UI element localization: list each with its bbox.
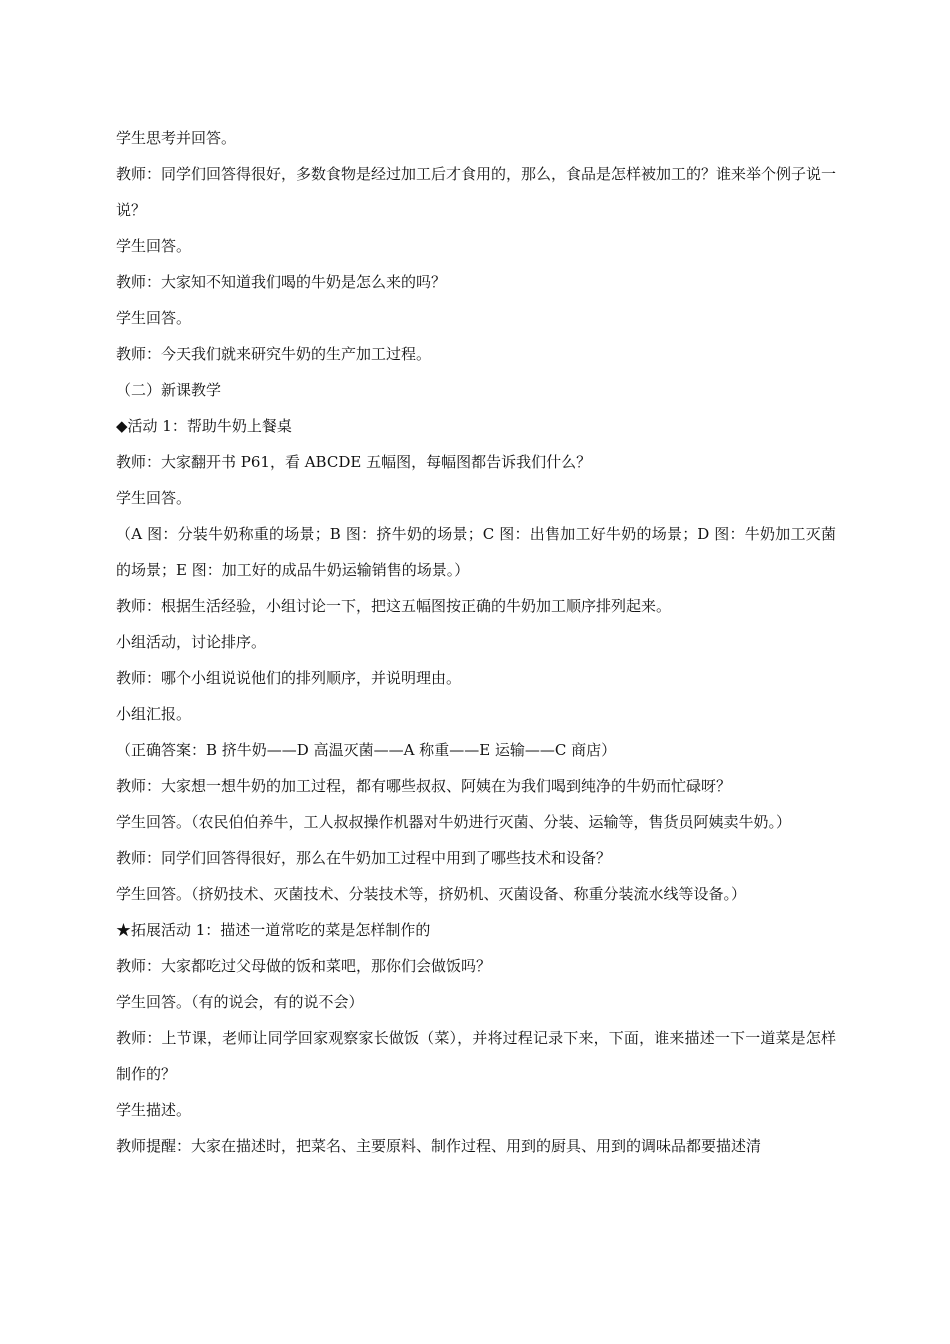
- paragraph: （A 图：分装牛奶称重的场景；B 图：挤牛奶的场景；C 图：出售加工好牛奶的场景；D 图：牛奶加工灭菌的场景；E 图：加工好的成品牛奶运输销售的场景。）: [116, 525, 836, 579]
- paragraph: 小组汇报。: [116, 705, 192, 723]
- paragraph: （正确答案：B 挤牛奶——D 高温灭菌——A 称重——E 运输——C 商店）: [116, 741, 617, 759]
- paragraph: 教师：根据生活经验，小组讨论一下，把这五幅图按正确的牛奶加工顺序排列起来。: [116, 597, 672, 615]
- paragraph: 教师：大家想一想牛奶的加工过程，都有哪些叔叔、阿姨在为我们喝到纯净的牛奶而忙碌呀？: [116, 777, 732, 795]
- paragraph: 小组活动，讨论排序。: [116, 633, 267, 651]
- paragraph: 教师提醒：大家在描述时，把菜名、主要原料、制作过程、用到的厨具、用到的调味品都要描述清: [116, 1137, 762, 1155]
- section-heading: （二）新课教学: [116, 381, 222, 399]
- paragraph: 学生回答。: [116, 309, 192, 327]
- paragraph: 教师：上节课，老师让同学回家观察家长做饭（菜），并将过程记录下来，下面，谁来描述一下一道菜是怎样制作的？: [116, 1029, 836, 1083]
- paragraph: 教师：同学们回答得很好，那么在牛奶加工过程中用到了哪些技术和设备？: [116, 849, 612, 867]
- paragraph: 教师：大家都吃过父母做的饭和菜吧，那你们会做饭吗？: [116, 957, 492, 975]
- paragraph: 学生回答。（农民伯伯养牛，工人叔叔操作机器对牛奶进行灭菌、分装、运输等，售货员阿姨卖牛奶。）: [116, 813, 792, 831]
- paragraph: 学生回答。: [116, 489, 192, 507]
- paragraph: 学生思考并回答。: [116, 129, 237, 147]
- document-body: [116, 120, 836, 1164]
- paragraph: 教师：哪个小组说说他们的排列顺序，并说明理由。: [116, 669, 462, 687]
- paragraph: 学生回答。（挤奶技术、灭菌技术、分装技术等，挤奶机、灭菌设备、称重分装流水线等设备。）: [116, 885, 747, 903]
- activity-heading: ◆活动 1：帮助牛奶上餐桌: [116, 417, 292, 435]
- paragraph: 教师：今天我们就来研究牛奶的生产加工过程。: [116, 345, 432, 363]
- paragraph: 教师：大家知不知道我们喝的牛奶是怎么来的吗？: [116, 273, 447, 291]
- paragraph: 学生回答。（有的说会，有的说不会）: [116, 993, 364, 1011]
- activity-heading: ★拓展活动 1：描述一道常吃的菜是怎样制作的: [116, 921, 431, 939]
- paragraph: 教师：大家翻开书 P61，看 ABCDE 五幅图，每幅图都告诉我们什么？: [116, 453, 592, 471]
- paragraph: 教师：同学们回答得很好，多数食物是经过加工后才食用的，那么，食品是怎样被加工的？谁来举个例子说一说？: [116, 165, 837, 219]
- paragraph: 学生描述。: [116, 1101, 192, 1119]
- paragraph: 学生回答。: [116, 237, 192, 255]
